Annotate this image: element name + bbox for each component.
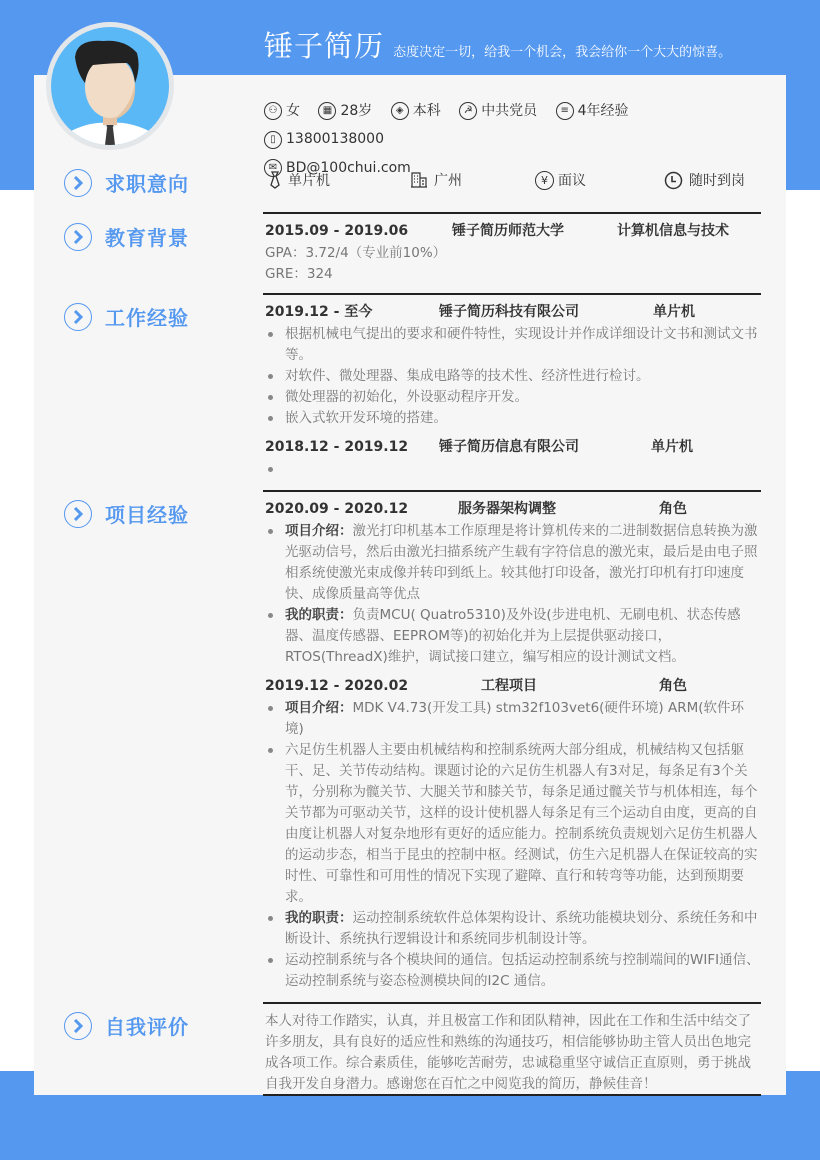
work-duties bbox=[265, 324, 761, 429]
tie-icon bbox=[268, 171, 282, 189]
chevron-right-icon bbox=[64, 223, 92, 251]
phone-icon: ▯ bbox=[264, 131, 282, 149]
yen-icon: ¥ bbox=[535, 171, 554, 190]
project-role: 角色 bbox=[659, 678, 687, 694]
project-details bbox=[265, 521, 761, 668]
info-age: ▦ 28岁 bbox=[318, 98, 372, 125]
project-header bbox=[265, 676, 761, 698]
education-detail: GRE：324 bbox=[265, 266, 333, 282]
work-company: 锤子简历信息有限公司 bbox=[439, 439, 579, 455]
resume-name: 锤子简历 bbox=[264, 29, 385, 63]
work-duties bbox=[265, 459, 761, 480]
document-icon: ≡ bbox=[556, 102, 574, 120]
work-period: 2018.12 - 2019.12 bbox=[265, 439, 409, 455]
resume-motto: 态度决定一切，给我一个机会，我会给你一个大大的惊喜。 bbox=[393, 45, 732, 60]
education-period: 2015.09 - 2019.06 bbox=[265, 223, 409, 239]
project-header bbox=[265, 499, 761, 521]
work-header bbox=[265, 437, 761, 459]
list-item: 运动控制系统与各个模块间的通信。包括运动控制系统与控制端间的WIFI通信、运动控制系统与姿态检测模块间的I2C 通信。 bbox=[265, 950, 761, 992]
work-experience bbox=[265, 302, 761, 480]
calendar-icon: ▦ bbox=[318, 102, 336, 120]
project-name: 工程项目 bbox=[481, 678, 537, 694]
list-item bbox=[265, 459, 761, 480]
chevron-right-icon bbox=[64, 500, 92, 528]
list-item: 微处理器的初始化，外设驱动程序开发。 bbox=[265, 387, 761, 408]
self-evaluation: 本人对待工作踏实，认真，并且极富工作和团队精神，因此在工作和生活中结交了许多朋友，具有良好的适应性和熟练的沟通技巧，相信能够协助主管人员出色地完成各项工作。综合素质佳，能够吃苦耐劳，忠诚稳重坚守诚信正直原则，勇于挑战自我开发自身潜力。感谢您在百忙之中阅览我的简历，静候佳音！ bbox=[265, 1013, 751, 1092]
list-item: 根据机械电气提出的要求和硬件特性，实现设计并作成详细设计文书和测试文书等。 bbox=[265, 324, 761, 366]
project-period: 2020.09 - 2020.12 bbox=[265, 501, 409, 517]
list-item: 对软件、微处理器、集成电路等的技术性、经济性进行检讨。 bbox=[265, 366, 761, 387]
list-item: 嵌入式软开发环境的搭建。 bbox=[265, 408, 761, 429]
intent-availability: 随时到岗 bbox=[664, 170, 745, 190]
divider bbox=[263, 490, 761, 492]
section-heading-work: 工作经验 bbox=[64, 302, 189, 331]
building-icon bbox=[410, 172, 428, 188]
info-email[interactable]: ✉ BD@100chui.com bbox=[264, 155, 411, 182]
chevron-right-icon bbox=[64, 1012, 92, 1040]
work-period: 2019.12 - 至今 bbox=[265, 304, 373, 320]
job-intent bbox=[264, 170, 774, 194]
project-period: 2019.12 - 2020.02 bbox=[265, 678, 409, 694]
section-heading-education: 教育背景 bbox=[64, 222, 189, 251]
intent-city: 广州 bbox=[410, 170, 462, 190]
info-phone[interactable]: ▯ 13800138000 bbox=[264, 126, 384, 153]
info-degree: ◈ 本科 bbox=[391, 98, 441, 125]
section-heading-self-eval: 自我评价 bbox=[64, 1011, 189, 1040]
divider bbox=[263, 293, 761, 295]
divider bbox=[263, 212, 761, 214]
list-item: 我的职责：运动控制系统软件总体架构设计、系统功能模块划分、系统任务和中断设计、系统执行逻辑设计和系统同步机制设计等。 bbox=[265, 908, 761, 950]
graduation-cap-icon: ◈ bbox=[391, 102, 409, 120]
work-role: 单片机 bbox=[653, 304, 695, 320]
work-header bbox=[265, 302, 761, 324]
chevron-right-icon bbox=[64, 303, 92, 331]
work-role: 单片机 bbox=[651, 439, 693, 455]
project-name: 服务器架构调整 bbox=[458, 501, 556, 517]
list-item: 我的职责：负责MCU( Quatro5310)及外设(步进电机、无刷电机、状态传感器、温度传感器、EEPROM等)的初始化并为上层提供驱动接口，RTOS(ThreadX)维护，调试接口建立，编写相应的设计测试文档。 bbox=[265, 605, 761, 668]
basic-info bbox=[264, 96, 774, 182]
project-experience bbox=[265, 499, 761, 992]
avatar-illustration-icon bbox=[51, 27, 169, 145]
mail-icon: ✉ bbox=[264, 159, 282, 177]
list-item: 项目介绍：激光打印机基本工作原理是将计算机传来的二进制数据信息转换为激光驱动信号，然后由激光扫描系统产生载有字符信息的激光束，最后是由电子照相系统使激光束成像并转印到纸上。较其他打印设备，激光打印机有打印速度快、成像质量高等优点 bbox=[265, 521, 761, 605]
resume-title bbox=[264, 24, 731, 65]
intent-salary: ¥ 面议 bbox=[535, 170, 586, 190]
party-icon: ☭ bbox=[459, 102, 477, 120]
list-item: 六足仿生机器人主要由机械结构和控制系统两大部分组成，机械结构又包括躯干、足、关节传动结构。课题讨论的六足仿生机器人有3对足，每条足有3个关节，分别称为髋关节、大腿关节和膝关节，每条足通过髋关节与机体相连，每个关节都为可驱动关节，这样的设计使机器人每条足有三个运动自由度，更高的自由度让机器人对复杂地形有更好的适应能力。控制系统负责规划六足仿生机器人的运动步态，相当于昆虫的控制中枢。经测试，仿生六足机器人在保证较高的实时性、可靠性和可用性的情况下实现了避障、直行和转弯等功能，达到预期要求。 bbox=[265, 740, 761, 908]
intent-position: 单片机 bbox=[268, 170, 330, 190]
education-header bbox=[265, 221, 761, 243]
divider bbox=[263, 1002, 761, 1004]
section-heading-intent: 求职意向 bbox=[64, 168, 189, 197]
gender-icon: ⚇ bbox=[264, 102, 282, 120]
education-school: 锤子简历师范大学 bbox=[452, 223, 564, 239]
chevron-right-icon bbox=[64, 169, 92, 197]
project-role: 角色 bbox=[659, 501, 687, 517]
education-entry bbox=[265, 221, 761, 285]
clock-icon bbox=[664, 171, 683, 190]
list-item: 项目介绍：MDK V4.73(开发工具) stm32f103vet6(硬件环境) ARM(软件环境) bbox=[265, 698, 761, 740]
avatar bbox=[46, 22, 174, 150]
work-company: 锤子简历科技有限公司 bbox=[439, 304, 579, 320]
info-gender: ⚇ 女 bbox=[264, 98, 300, 125]
info-experience: ≡ 4年经验 bbox=[556, 98, 629, 125]
education-detail: GPA：3.72/4（专业前10%） bbox=[265, 245, 447, 261]
education-major: 计算机信息与技术 bbox=[617, 223, 729, 239]
section-heading-projects: 项目经验 bbox=[64, 499, 189, 528]
project-details bbox=[265, 698, 761, 992]
info-politics: ☭ 中共党员 bbox=[459, 98, 537, 125]
